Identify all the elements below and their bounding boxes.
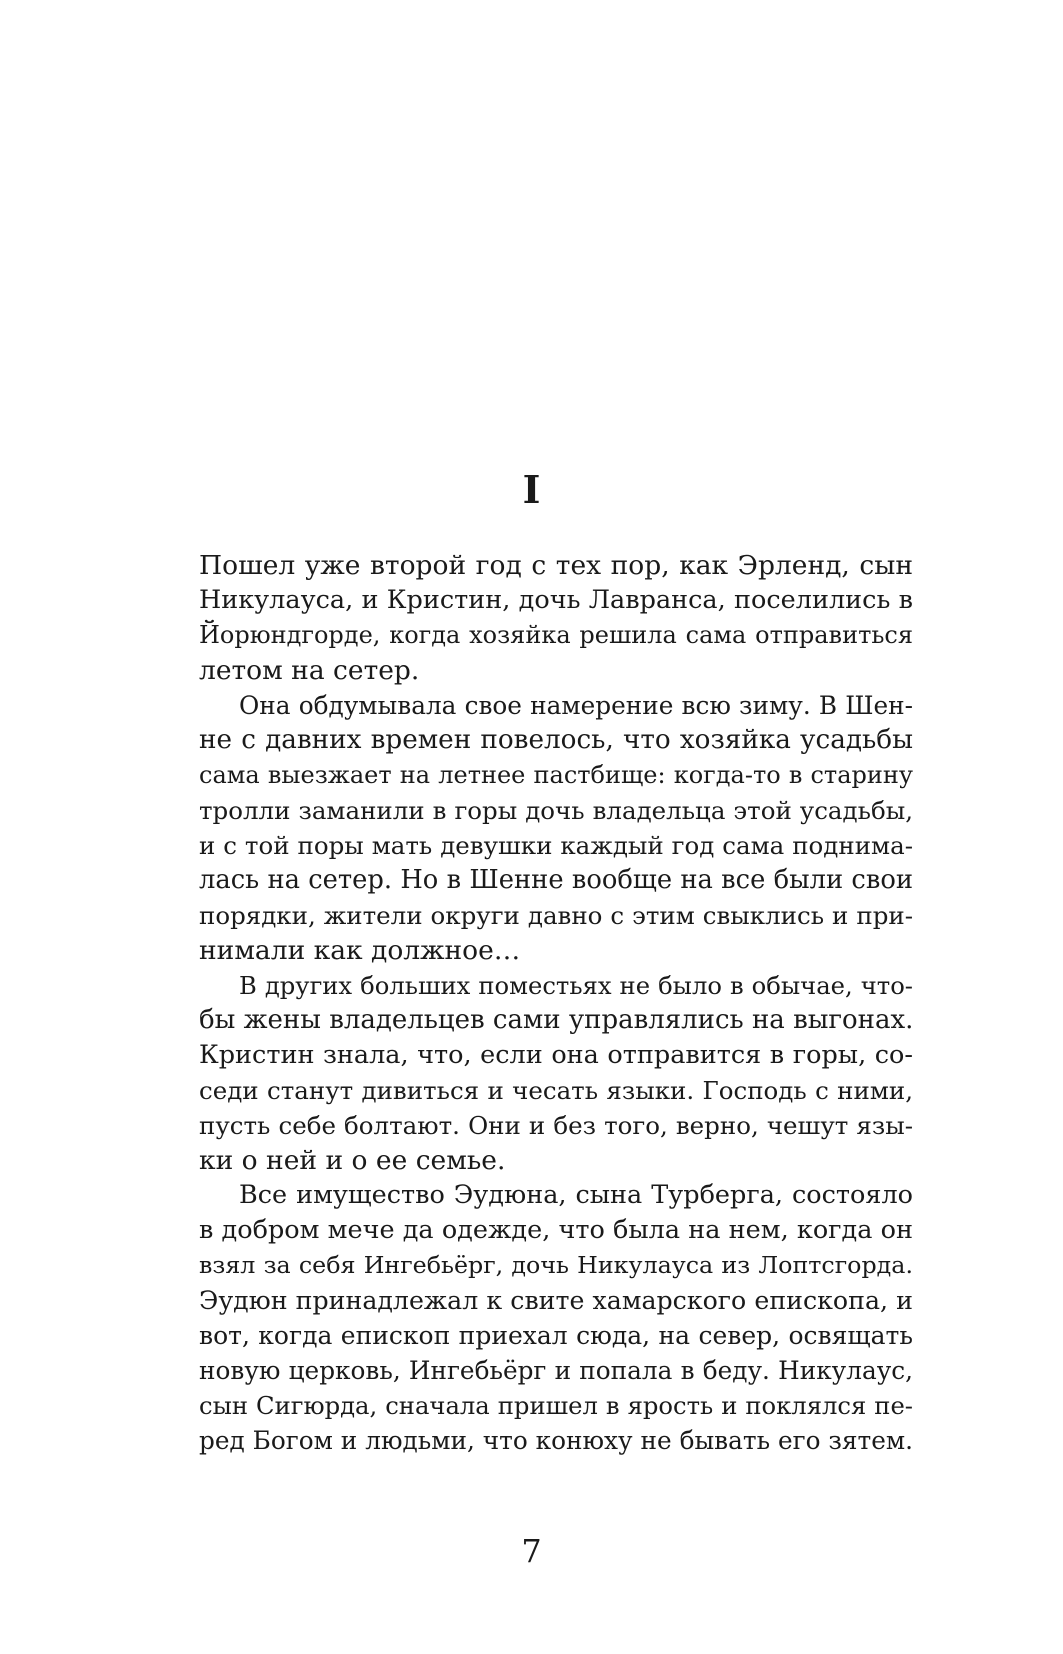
text-line: Она обдумывала свое намерение всю зиму. В Шен-: [239, 691, 913, 720]
text-line: ки о ней и о ее семье.: [199, 1145, 506, 1176]
page-number: 7: [521, 1532, 542, 1570]
paragraph: [199, 968, 913, 1178]
text-line: Эудюн принадлежал к свите хамарского епископа, и: [199, 1286, 913, 1315]
text-line: новую церковь, Ингебьёрг и попала в беду. Никулаус,: [199, 1356, 913, 1385]
text-line: в добром мече да одежде, что была на нем, когда он: [199, 1215, 913, 1245]
text-line: Все имущество Эудюна, сына Турберга, состояло: [239, 1180, 913, 1210]
text-line: пусть себе болтают. Они и без того, верно, чешут язы-: [199, 1111, 913, 1140]
body-text: [199, 548, 913, 1458]
text-line: Никулауса, и Кристин, дочь Лавранса, поселились в: [199, 585, 913, 615]
text-line: не с давних времен повелось, что хозяйка усадьбы: [199, 725, 913, 755]
text-line: нимали как должное…: [199, 935, 521, 966]
text-line: порядки, жители округи давно с этим свыклись и при-: [199, 901, 913, 930]
text-line: Пошел уже второй год с тех пор, как Эрленд, сын: [199, 550, 913, 581]
text-line: седи станут дивиться и чесать языки. Господь с ними,: [199, 1076, 913, 1105]
text-line: тролли заманили в горы дочь владельца этой усадьбы,: [199, 796, 913, 825]
text-line: взял за себя Ингебьёрг, дочь Никулауса из Лоптсгорда.: [199, 1251, 913, 1279]
text-line: вот, когда епископ приехал сюда, на север, освящать: [199, 1321, 913, 1350]
paragraph: [199, 688, 913, 968]
text-line: летом на сетер.: [199, 655, 420, 686]
paragraph: [199, 1178, 913, 1458]
text-line: и с той поры мать девушки каждый год сама поднима-: [199, 831, 913, 860]
text-line: ред Богом и людьми, что конюху не бывать его зятем.: [199, 1426, 913, 1455]
text-line: Кристин знала, что, если она отправится в горы, со-: [199, 1040, 913, 1070]
text-line: бы жены владельцев сами управлялись на выгонах.: [199, 1005, 914, 1035]
text-line: Йорюндгорде, когда хозяйка решила сама отправиться: [199, 621, 913, 649]
text-line: сама выезжает на летнее пастбище: когда-то в старину: [199, 761, 913, 789]
text-line: В других больших поместьях не было в обычае, что-: [239, 971, 913, 1000]
chapter-title: I: [522, 467, 541, 512]
paragraph: [199, 548, 913, 688]
text-line: сын Сигюрда, сначала пришел в ярость и поклялся пе-: [199, 1391, 913, 1420]
text-line: лась на сетер. Но в Шенне вообще на все были свои: [199, 865, 913, 895]
